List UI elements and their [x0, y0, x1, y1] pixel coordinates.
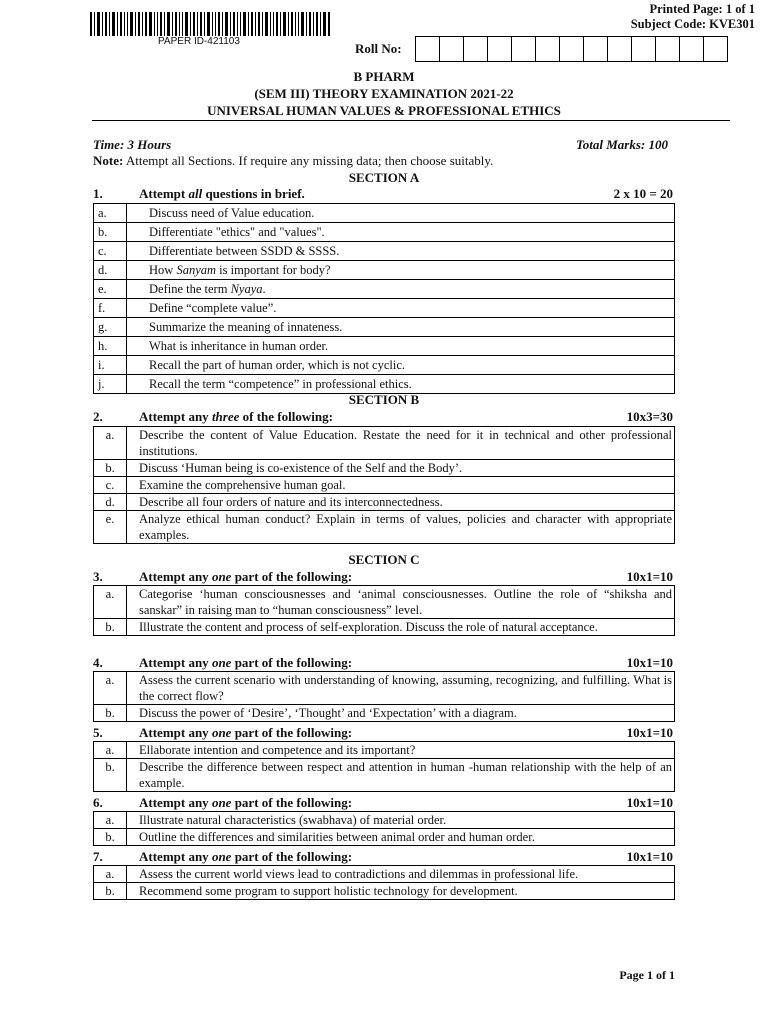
- subject-code: Subject Code: KVE301: [630, 17, 755, 31]
- item-label: d.: [94, 261, 127, 280]
- item-label: a.: [94, 742, 127, 759]
- subject-title: UNIVERSAL HUMAN VALUES & PROFESSIONAL ETHICS: [207, 103, 561, 118]
- printed-page: Printed Page: 1 of 1: [649, 2, 755, 16]
- roll-digit-box[interactable]: [704, 37, 727, 61]
- item-text: Illustrate the content and process of self-exploration. Discuss the role of natural acceptance.: [127, 619, 675, 636]
- item-label: b.: [94, 829, 127, 846]
- question-number: 2.: [93, 409, 103, 424]
- question-4-table: [93, 671, 675, 722]
- table-row: [94, 586, 675, 619]
- question-5-table: [93, 741, 675, 792]
- item-label: c.: [94, 242, 127, 261]
- exam-title: (SEM III) THEORY EXAMINATION 2021-22: [254, 86, 514, 101]
- question-marks: 2 x 10 = 20: [613, 186, 673, 201]
- question-marks: 10x1=10: [626, 795, 673, 810]
- roll-number-boxes[interactable]: [415, 36, 728, 62]
- item-text: Recall the part of human order, which is not cyclic.: [127, 356, 675, 375]
- barcode: [90, 12, 330, 36]
- item-text: Recommend some program to support holistic technology for development.: [127, 883, 675, 900]
- roll-digit-box[interactable]: [440, 37, 464, 61]
- question-7-header: [93, 849, 673, 865]
- item-text: Differentiate "ethics" and "values".: [127, 223, 675, 242]
- item-text: Define the term Nyaya.: [127, 280, 675, 299]
- roll-digit-box[interactable]: [416, 37, 440, 61]
- question-instruction: Attempt any one part of the following:: [139, 795, 353, 810]
- table-row: [94, 299, 675, 318]
- page-footer: Page 1 of 1: [619, 968, 675, 982]
- question-number: 4.: [93, 655, 103, 670]
- table-row: [94, 477, 675, 494]
- question-marks: 10x1=10: [626, 655, 673, 670]
- table-row: [94, 672, 675, 705]
- item-label: b.: [94, 619, 127, 636]
- question-instruction: Attempt any one part of the following:: [139, 725, 353, 740]
- question-instruction: Attempt any one part of the following:: [139, 655, 353, 670]
- question-5-header: [93, 725, 673, 741]
- roll-digit-box[interactable]: [560, 37, 584, 61]
- question-instruction: Attempt any one part of the following:: [139, 849, 353, 864]
- item-label: a.: [94, 427, 127, 460]
- item-text: Ellaborate intention and competence and its important?: [127, 742, 675, 759]
- item-label: a.: [94, 586, 127, 619]
- roll-digit-box[interactable]: [584, 37, 608, 61]
- table-row: [94, 812, 675, 829]
- table-row: [94, 494, 675, 511]
- paper-id: PAPER ID-421103: [158, 36, 240, 47]
- roll-no-label: Roll No:: [355, 41, 402, 56]
- item-label: a.: [94, 204, 127, 223]
- item-label: b.: [94, 223, 127, 242]
- item-label: d.: [94, 494, 127, 511]
- item-text: Discuss need of Value education.: [127, 204, 675, 223]
- roll-digit-box[interactable]: [656, 37, 680, 61]
- question-marks: 10x1=10: [626, 569, 673, 584]
- question-6-table: [93, 811, 675, 846]
- time-info: Time: 3 Hours: [93, 137, 172, 152]
- question-1-table: [93, 203, 675, 394]
- question-number: 1.: [93, 186, 103, 201]
- item-label: f.: [94, 299, 127, 318]
- item-text: Define “complete value”.: [127, 299, 675, 318]
- roll-digit-box[interactable]: [512, 37, 536, 61]
- instructions-note: [93, 153, 493, 169]
- item-text: Analyze ethical human conduct? Explain in terms of values, policies and character with appropriate examples.: [127, 511, 675, 544]
- table-row: [94, 460, 675, 477]
- item-text: Assess the current scenario with understanding of knowing, assuming, recognizing, and fulfilling. What is the correct flow?: [127, 672, 675, 705]
- item-text: Describe all four orders of nature and its interconnectedness.: [127, 494, 675, 511]
- item-text: Recall the term “competence” in professional ethics.: [127, 375, 675, 394]
- item-text: Examine the comprehensive human goal.: [127, 477, 675, 494]
- section-b-title: SECTION B: [348, 392, 420, 407]
- table-row: [94, 427, 675, 460]
- item-text: Categorise ‘human consciousnesses and ‘animal consciousnesses. Outline the role of “shiksha and sanskar” in raising man to “human consciousness” level.: [127, 586, 675, 619]
- roll-digit-box[interactable]: [464, 37, 488, 61]
- table-row: [94, 204, 675, 223]
- total-marks: Total Marks: 100: [576, 137, 668, 152]
- item-text: Assess the current world views lead to contradictions and dilemmas in professional life.: [127, 866, 675, 883]
- table-row: [94, 866, 675, 883]
- item-label: g.: [94, 318, 127, 337]
- item-label: b.: [94, 883, 127, 900]
- table-row: [94, 883, 675, 900]
- question-4-header: [93, 655, 673, 671]
- item-text: Illustrate natural characteristics (swabhava) of material order.: [127, 812, 675, 829]
- item-label: e.: [94, 511, 127, 544]
- table-row: [94, 337, 675, 356]
- item-text: Describe the content of Value Education. Restate the need for it in technical and other professional institutions.: [127, 427, 675, 460]
- item-text: Discuss ‘Human being is co-existence of the Self and the Body’.: [127, 460, 675, 477]
- table-row: [94, 261, 675, 280]
- roll-digit-box[interactable]: [608, 37, 632, 61]
- item-label: a.: [94, 672, 127, 705]
- item-label: b.: [94, 460, 127, 477]
- item-text: What is inheritance in human order.: [127, 337, 675, 356]
- table-row: [94, 242, 675, 261]
- item-text: Outline the differences and similarities between animal order and human order.: [127, 829, 675, 846]
- question-7-table: [93, 865, 675, 900]
- item-text: Discuss the power of ‘Desire’, ‘Thought’ and ‘Expectation’ with a diagram.: [127, 705, 675, 722]
- item-label: a.: [94, 866, 127, 883]
- title-divider: [92, 120, 730, 121]
- roll-digit-box[interactable]: [536, 37, 560, 61]
- question-3-header: [93, 569, 673, 585]
- question-instruction: Attempt any three of the following:: [139, 409, 333, 424]
- question-6-header: [93, 795, 673, 811]
- question-marks: 10x3=30: [626, 409, 673, 424]
- question-3-table: [93, 585, 675, 636]
- item-text: Describe the difference between respect and attention in human -human relationship with the help of an example.: [127, 759, 675, 792]
- roll-digit-box[interactable]: [632, 37, 656, 61]
- item-text: Summarize the meaning of innateness.: [127, 318, 675, 337]
- question-marks: 10x1=10: [626, 849, 673, 864]
- question-marks: 10x1=10: [626, 725, 673, 740]
- table-row: [94, 742, 675, 759]
- table-row: [94, 356, 675, 375]
- item-label: b.: [94, 705, 127, 722]
- item-label: j.: [94, 375, 127, 394]
- question-number: 7.: [93, 849, 103, 864]
- table-row: [94, 280, 675, 299]
- section-c-title: SECTION C: [348, 552, 420, 567]
- question-number: 3.: [93, 569, 103, 584]
- roll-digit-box[interactable]: [488, 37, 512, 61]
- printed-page-info: [631, 2, 755, 32]
- table-row: [94, 511, 675, 544]
- question-number: 5.: [93, 725, 103, 740]
- roll-digit-box[interactable]: [680, 37, 704, 61]
- note-label: Note:: [93, 153, 124, 168]
- question-instruction: Attempt all questions in brief.: [139, 186, 305, 201]
- table-row: [94, 759, 675, 792]
- table-row: [94, 619, 675, 636]
- question-instruction: Attempt any one part of the following:: [139, 569, 353, 584]
- table-row: [94, 318, 675, 337]
- item-text: Differentiate between SSDD & SSSS.: [127, 242, 675, 261]
- table-row: [94, 375, 675, 394]
- course-title: B PHARM: [353, 69, 415, 84]
- item-label: i.: [94, 356, 127, 375]
- question-1-header: [93, 186, 673, 202]
- note-text: Attempt all Sections. If require any missing data; then choose suitably.: [123, 153, 494, 168]
- item-label: b.: [94, 759, 127, 792]
- section-a-title: SECTION A: [348, 170, 420, 185]
- item-label: e.: [94, 280, 127, 299]
- table-row: [94, 705, 675, 722]
- item-label: h.: [94, 337, 127, 356]
- question-2-table: [93, 426, 675, 544]
- item-text: How Sanyam is important for body?: [127, 261, 675, 280]
- question-2-header: [93, 409, 673, 425]
- table-row: [94, 223, 675, 242]
- table-row: [94, 829, 675, 846]
- question-number: 6.: [93, 795, 103, 810]
- item-label: a.: [94, 812, 127, 829]
- item-label: c.: [94, 477, 127, 494]
